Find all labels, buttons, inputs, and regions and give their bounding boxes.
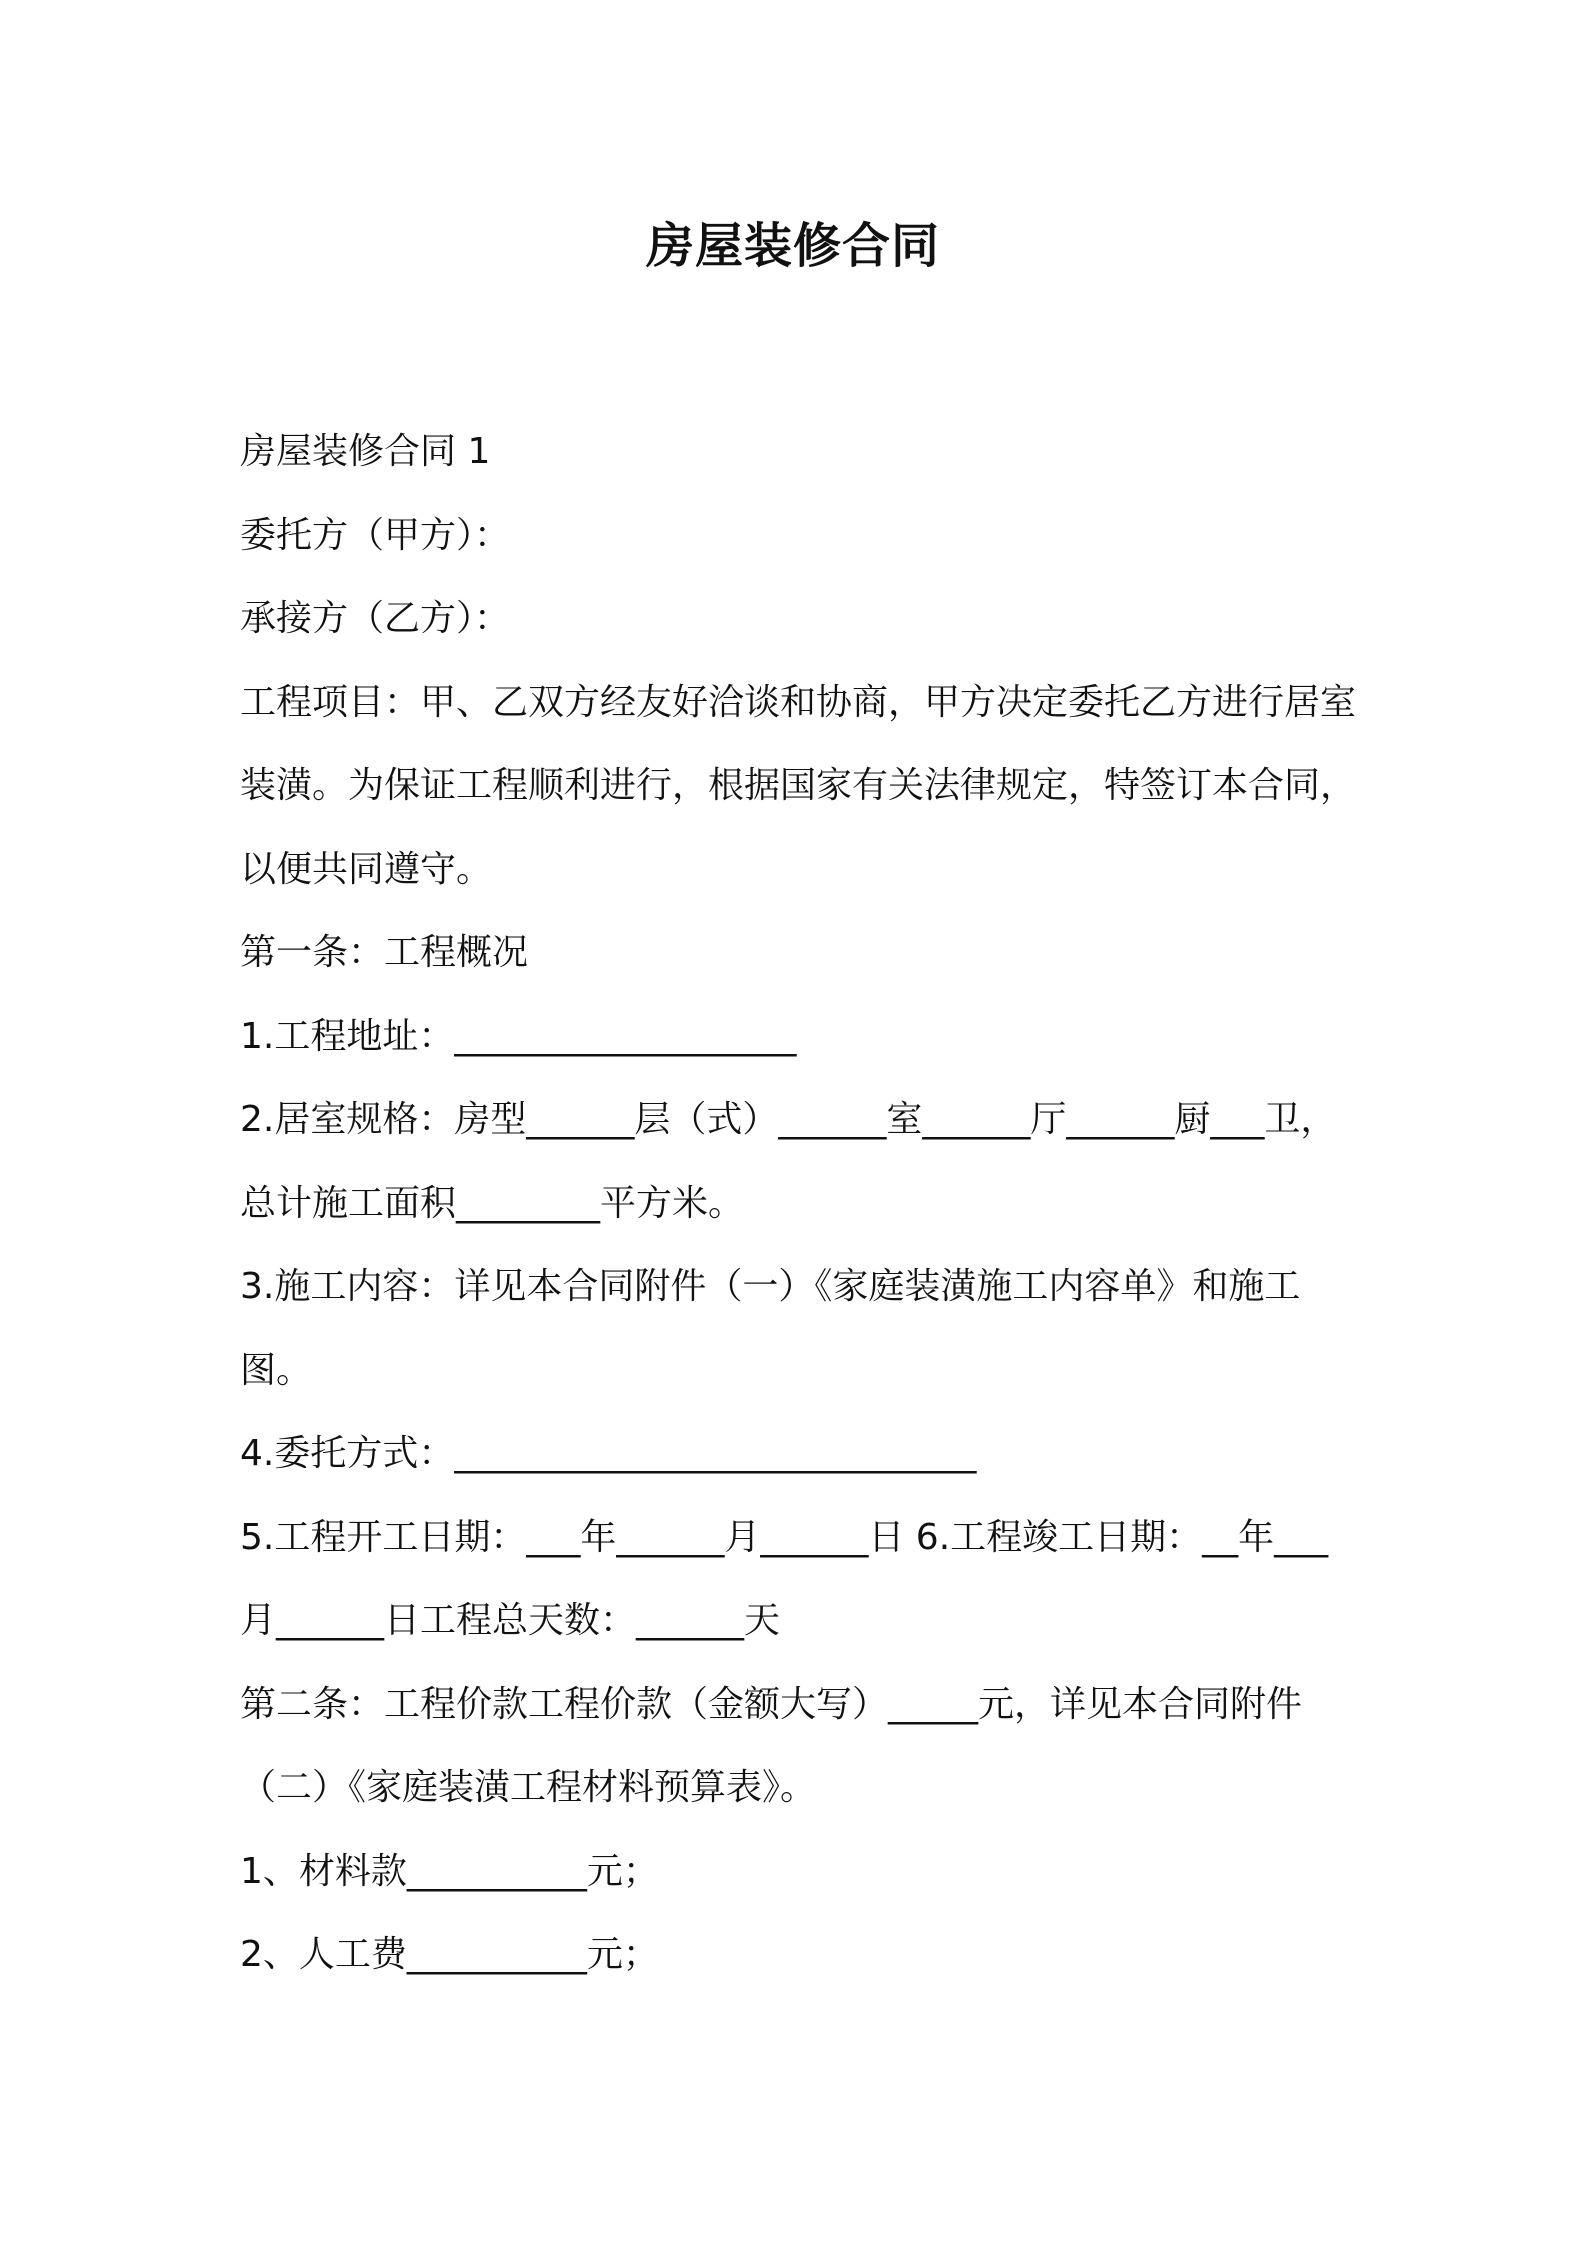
paragraph-material-cost: 1、材料款__________元； [240, 1850, 659, 1892]
paragraph-article-1-heading: 第一条：工程概况 [240, 932, 529, 973]
paragraph-construction-content: 3.施工内容：详见本合同附件（一）《家庭装潢施工内容单》和施工图。 [240, 1266, 1301, 1391]
paragraph-contract-number: 房屋装修合同 1 [240, 431, 491, 472]
paragraph-commission-method: 4.委托方式：_____________________________ [240, 1433, 977, 1474]
document-body [240, 410, 1360, 1997]
paragraph-labor-cost: 2、人工费__________元； [240, 1934, 659, 1975]
paragraph-dates: 5.工程开工日期：___年______月______日 6.工程竣工日期：__年___月______日工程总天数：______天 [240, 1516, 1329, 1641]
paragraph-project: 工程项目：甲、乙双方经友好洽谈和协商，甲方决定委托乙方进行居室装潢。为保证工程顺利进行，根据国家有关法律规定，特签订本合同，以便共同遵守。 [240, 681, 1357, 890]
paragraph-article-2: 第二条：工程价款工程价款（金额大写）_____元，详见本合同附件（二）《家庭装潢工程材料预算表》。 [240, 1683, 1303, 1808]
paragraph-party-b: 承接方（乙方）： [240, 598, 511, 639]
paragraph-party-a: 委托方（甲方）： [240, 514, 511, 556]
paragraph-address: 1.工程地址：___________________ [240, 1015, 797, 1057]
paragraph-room-spec: 2.居室规格：房型______层（式）______室______厅______厨___卫，总计施工面积________平方米。 [240, 1099, 1337, 1224]
document-title: 房屋装修合同 [645, 218, 940, 274]
